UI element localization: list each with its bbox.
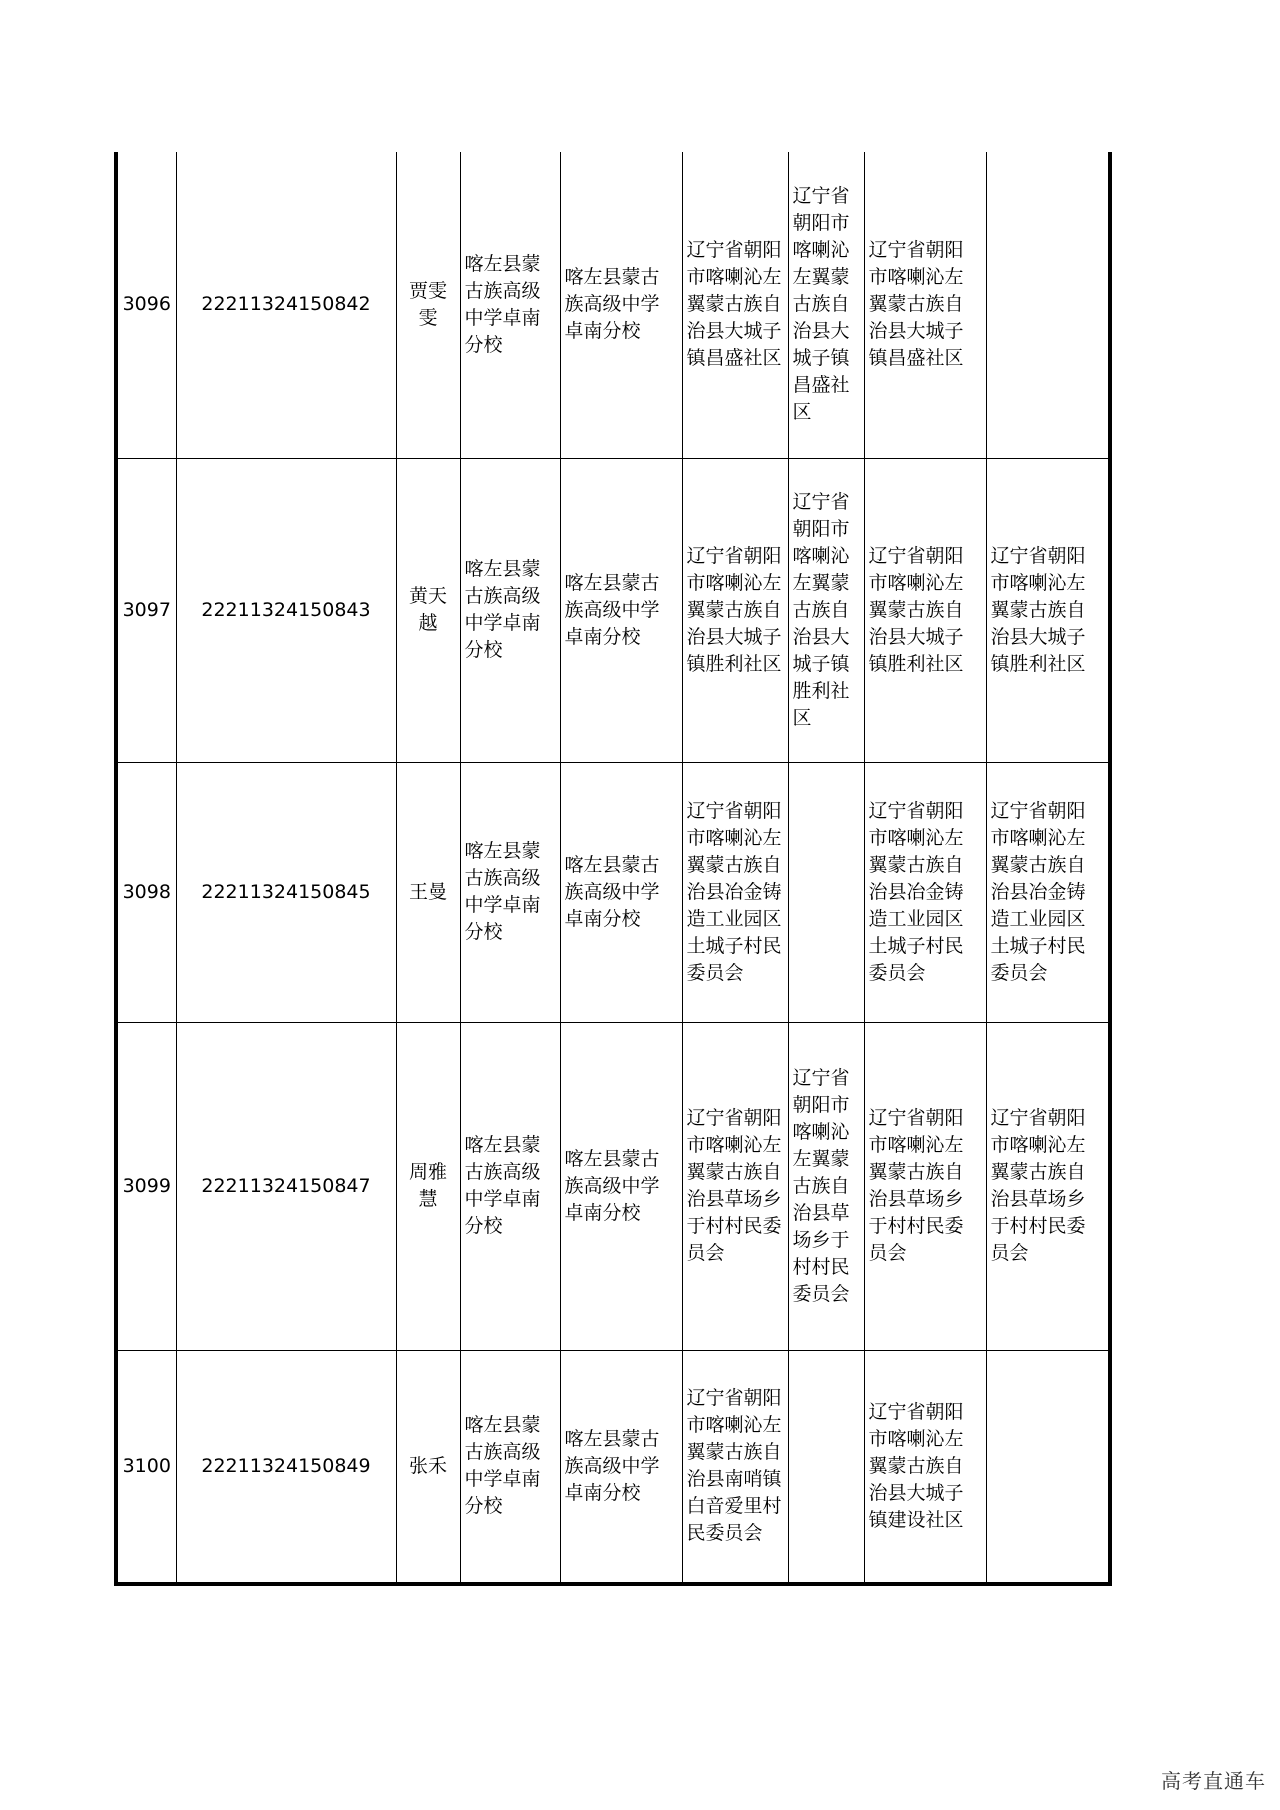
residence-address: 辽宁省朝阳市喀喇沁左翼蒙古族自治县大城子镇昌盛社区 [864,152,986,458]
row-number: 3100 [116,1350,176,1584]
household-address: 辽宁省朝阳市喀喇沁左翼蒙古族自治县大城子镇昌盛社区 [682,152,788,458]
student-name: 王曼 [396,762,460,1022]
household-address: 辽宁省朝阳市喀喇沁左翼蒙古族自治县大城子镇胜利社区 [682,458,788,762]
graduation-school: 喀左县蒙古族高级中学卓南分校 [460,1350,560,1584]
residence-address: 辽宁省朝阳市喀喇沁左翼蒙古族自治县大城子镇胜利社区 [864,458,986,762]
property-address: 辽宁省朝阳市喀喇沁左翼蒙古族自治县大城子镇胜利社区 [986,458,1110,762]
household-address: 辽宁省朝阳市喀喇沁左翼蒙古族自治县草场乡于村村民委员会 [682,1022,788,1350]
roster-table [114,152,1112,1586]
enrollment-school: 喀左县蒙古族高级中学卓南分校 [560,1022,682,1350]
exam-id: 22211324150842 [176,152,396,458]
property-address: 辽宁省朝阳市喀喇沁左翼蒙古族自治县草场乡于村村民委员会 [986,1022,1110,1350]
table-row [116,152,1110,458]
parent-address [788,1350,864,1584]
table-row [116,762,1110,1022]
residence-address: 辽宁省朝阳市喀喇沁左翼蒙古族自治县大城子镇建设社区 [864,1350,986,1584]
household-address: 辽宁省朝阳市喀喇沁左翼蒙古族自治县冶金铸造工业园区土城子村民委员会 [682,762,788,1022]
student-name: 黄天越 [396,458,460,762]
exam-id: 22211324150847 [176,1022,396,1350]
student-name: 周雅慧 [396,1022,460,1350]
property-address [986,152,1110,458]
row-number: 3097 [116,458,176,762]
table-row [116,1350,1110,1584]
parent-address: 辽宁省朝阳市喀喇沁左翼蒙古族自治县草场乡于村村民委员会 [788,1022,864,1350]
exam-id: 22211324150845 [176,762,396,1022]
table-row [116,1022,1110,1350]
graduation-school: 喀左县蒙古族高级中学卓南分校 [460,152,560,458]
table-row [116,458,1110,762]
graduation-school: 喀左县蒙古族高级中学卓南分校 [460,1022,560,1350]
enrollment-school: 喀左县蒙古族高级中学卓南分校 [560,152,682,458]
parent-address: 辽宁省朝阳市喀喇沁左翼蒙古族自治县大城子镇胜利社区 [788,458,864,762]
household-address: 辽宁省朝阳市喀喇沁左翼蒙古族自治县南哨镇白音爱里村民委员会 [682,1350,788,1584]
property-address [986,1350,1110,1584]
exam-id: 22211324150849 [176,1350,396,1584]
residence-address: 辽宁省朝阳市喀喇沁左翼蒙古族自治县冶金铸造工业园区土城子村民委员会 [864,762,986,1022]
exam-id: 22211324150843 [176,458,396,762]
row-number: 3096 [116,152,176,458]
watermark-text: 高考直通车 [1161,1769,1266,1793]
row-number: 3099 [116,1022,176,1350]
row-number: 3098 [116,762,176,1022]
student-name: 张禾 [396,1350,460,1584]
parent-address [788,762,864,1022]
property-address: 辽宁省朝阳市喀喇沁左翼蒙古族自治县冶金铸造工业园区土城子村民委员会 [986,762,1110,1022]
enrollment-school: 喀左县蒙古族高级中学卓南分校 [560,762,682,1022]
student-name: 贾雯雯 [396,152,460,458]
enrollment-school: 喀左县蒙古族高级中学卓南分校 [560,458,682,762]
parent-address: 辽宁省朝阳市喀喇沁左翼蒙古族自治县大城子镇昌盛社区 [788,152,864,458]
graduation-school: 喀左县蒙古族高级中学卓南分校 [460,458,560,762]
graduation-school: 喀左县蒙古族高级中学卓南分校 [460,762,560,1022]
enrollment-school: 喀左县蒙古族高级中学卓南分校 [560,1350,682,1584]
residence-address: 辽宁省朝阳市喀喇沁左翼蒙古族自治县草场乡于村村民委员会 [864,1022,986,1350]
